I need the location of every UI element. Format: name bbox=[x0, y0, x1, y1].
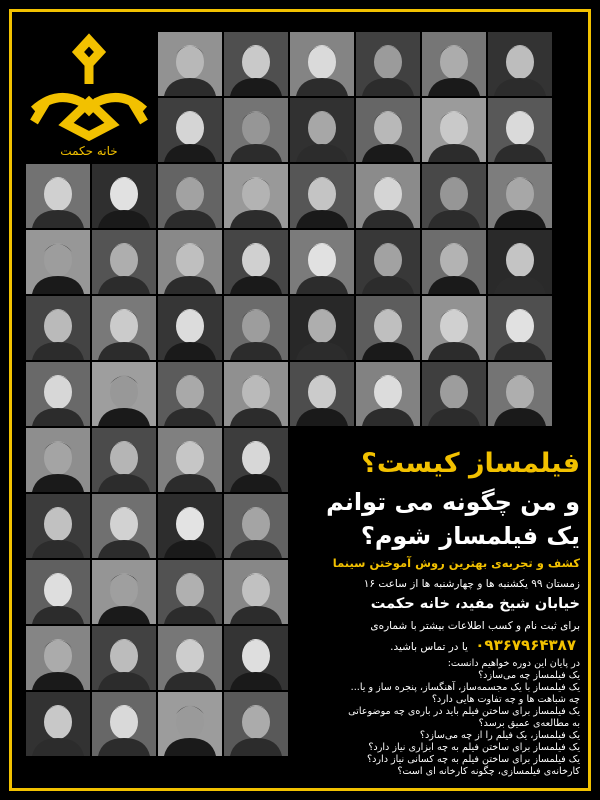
list-item: یک فیلمساز برای ساختن فیلم به چه کسانی نیاز دارد؟ bbox=[367, 754, 580, 765]
poster bbox=[12, 12, 588, 788]
list-item: یک فیلمساز، یک فیلم را از چه می‌سازد؟ bbox=[419, 730, 580, 741]
director-portrait-icon bbox=[26, 296, 90, 360]
director-portrait-icon bbox=[356, 296, 420, 360]
director-portrait-icon bbox=[422, 230, 486, 294]
schedule-text: زمستان ۹۹ یکشنبه ها و چهارشنبه ها از ساعت ۱۶ bbox=[363, 578, 580, 590]
director-portrait-icon bbox=[158, 428, 222, 492]
director-portrait-icon bbox=[356, 362, 420, 426]
list-item: یک فیلمساز با یک مجسمه‌ساز، آهنگساز، پنجره ساز و یا... bbox=[350, 682, 580, 693]
list-item: به مطالعه‌ی عمیق برسد؟ bbox=[478, 718, 580, 729]
question-line-2: یک فیلمساز شوم؟ bbox=[360, 522, 580, 550]
logo bbox=[26, 32, 152, 172]
address-text: خیابان شیخ مفید، خانه حکمت bbox=[370, 596, 580, 612]
director-portrait-icon bbox=[158, 164, 222, 228]
director-portrait-icon bbox=[26, 362, 90, 426]
director-portrait-icon bbox=[488, 362, 552, 426]
course-questions bbox=[250, 658, 580, 778]
director-portrait-icon bbox=[92, 296, 156, 360]
director-portrait-icon bbox=[290, 98, 354, 162]
director-portrait-icon bbox=[92, 230, 156, 294]
director-portrait-icon bbox=[422, 98, 486, 162]
list-item: یک فیلمساز برای ساختن فیلم باید در باره‌ی چه موضوعاتی bbox=[348, 706, 580, 717]
director-portrait-icon bbox=[488, 32, 552, 96]
list-item: کارخانه‌ی فیلمسازی، چگونه کارخانه ای است؟ bbox=[397, 766, 580, 777]
director-portrait-icon bbox=[290, 32, 354, 96]
director-portrait-icon bbox=[158, 32, 222, 96]
director-portrait-icon bbox=[158, 296, 222, 360]
director-portrait-icon bbox=[158, 560, 222, 624]
director-portrait-icon bbox=[422, 164, 486, 228]
director-portrait-icon bbox=[26, 626, 90, 690]
subtitle: کشف و تجربه‌ی بهترین روش آموختن سینما bbox=[332, 556, 580, 570]
director-portrait-icon bbox=[224, 362, 288, 426]
director-portrait-icon bbox=[92, 494, 156, 558]
director-portrait-icon bbox=[356, 98, 420, 162]
director-portrait-icon bbox=[488, 164, 552, 228]
director-portrait-icon bbox=[26, 428, 90, 492]
phone-number[interactable]: ۰۹۳۶۷۹۶۴۳۸۷ bbox=[475, 636, 576, 654]
director-portrait-icon bbox=[158, 626, 222, 690]
director-portrait-icon bbox=[224, 164, 288, 228]
list-item: یک فیلمساز برای ساختن فیلم به چه ابزاری نیاز دارد؟ bbox=[368, 742, 580, 753]
director-portrait-icon bbox=[92, 626, 156, 690]
director-portrait-icon bbox=[158, 494, 222, 558]
text-panel bbox=[244, 438, 588, 788]
director-portrait-icon bbox=[224, 98, 288, 162]
director-portrait-icon bbox=[290, 164, 354, 228]
director-portrait-icon bbox=[158, 230, 222, 294]
director-portrait-icon bbox=[92, 692, 156, 756]
question-line-1: و من چگونه می توانم bbox=[326, 488, 580, 516]
director-portrait-icon bbox=[356, 32, 420, 96]
logo-caption: خانه حکمت bbox=[60, 144, 118, 158]
director-portrait-icon bbox=[488, 98, 552, 162]
director-portrait-icon bbox=[92, 164, 156, 228]
director-portrait-icon bbox=[26, 560, 90, 624]
director-portrait-icon bbox=[356, 164, 420, 228]
director-portrait-icon bbox=[224, 230, 288, 294]
director-portrait-icon bbox=[158, 362, 222, 426]
intro-text: در پایان این دوره خواهیم دانست: bbox=[447, 658, 580, 669]
director-portrait-icon bbox=[224, 32, 288, 96]
director-portrait-icon bbox=[290, 230, 354, 294]
director-portrait-icon bbox=[26, 164, 90, 228]
director-portrait-icon bbox=[488, 296, 552, 360]
director-portrait-icon bbox=[290, 362, 354, 426]
phone-suffix: یا در تماس باشید. bbox=[390, 641, 468, 653]
director-portrait-icon bbox=[158, 98, 222, 162]
list-item: یک فیلمساز چه می‌سازد؟ bbox=[478, 670, 580, 681]
headline: فیلمساز کیست؟ bbox=[361, 448, 580, 479]
director-portrait-icon bbox=[92, 428, 156, 492]
director-portrait-icon bbox=[422, 296, 486, 360]
director-portrait-icon bbox=[224, 296, 288, 360]
hekmat-house-logo-icon bbox=[26, 32, 152, 142]
director-portrait-icon bbox=[422, 32, 486, 96]
director-portrait-icon bbox=[92, 362, 156, 426]
director-portrait-icon bbox=[26, 692, 90, 756]
registration-text: برای ثبت نام و کسب اطلاعات بیشتر با شماره‌ی bbox=[370, 620, 580, 632]
phone-line bbox=[390, 636, 580, 654]
director-portrait-icon bbox=[158, 692, 222, 756]
director-portrait-icon bbox=[488, 230, 552, 294]
director-portrait-icon bbox=[26, 494, 90, 558]
director-portrait-icon bbox=[92, 560, 156, 624]
director-portrait-icon bbox=[356, 230, 420, 294]
director-portrait-icon bbox=[422, 362, 486, 426]
list-item: چه شباهت ها و چه تفاوت هایی دارد؟ bbox=[431, 694, 580, 705]
director-portrait-icon bbox=[290, 296, 354, 360]
director-portrait-icon bbox=[26, 230, 90, 294]
